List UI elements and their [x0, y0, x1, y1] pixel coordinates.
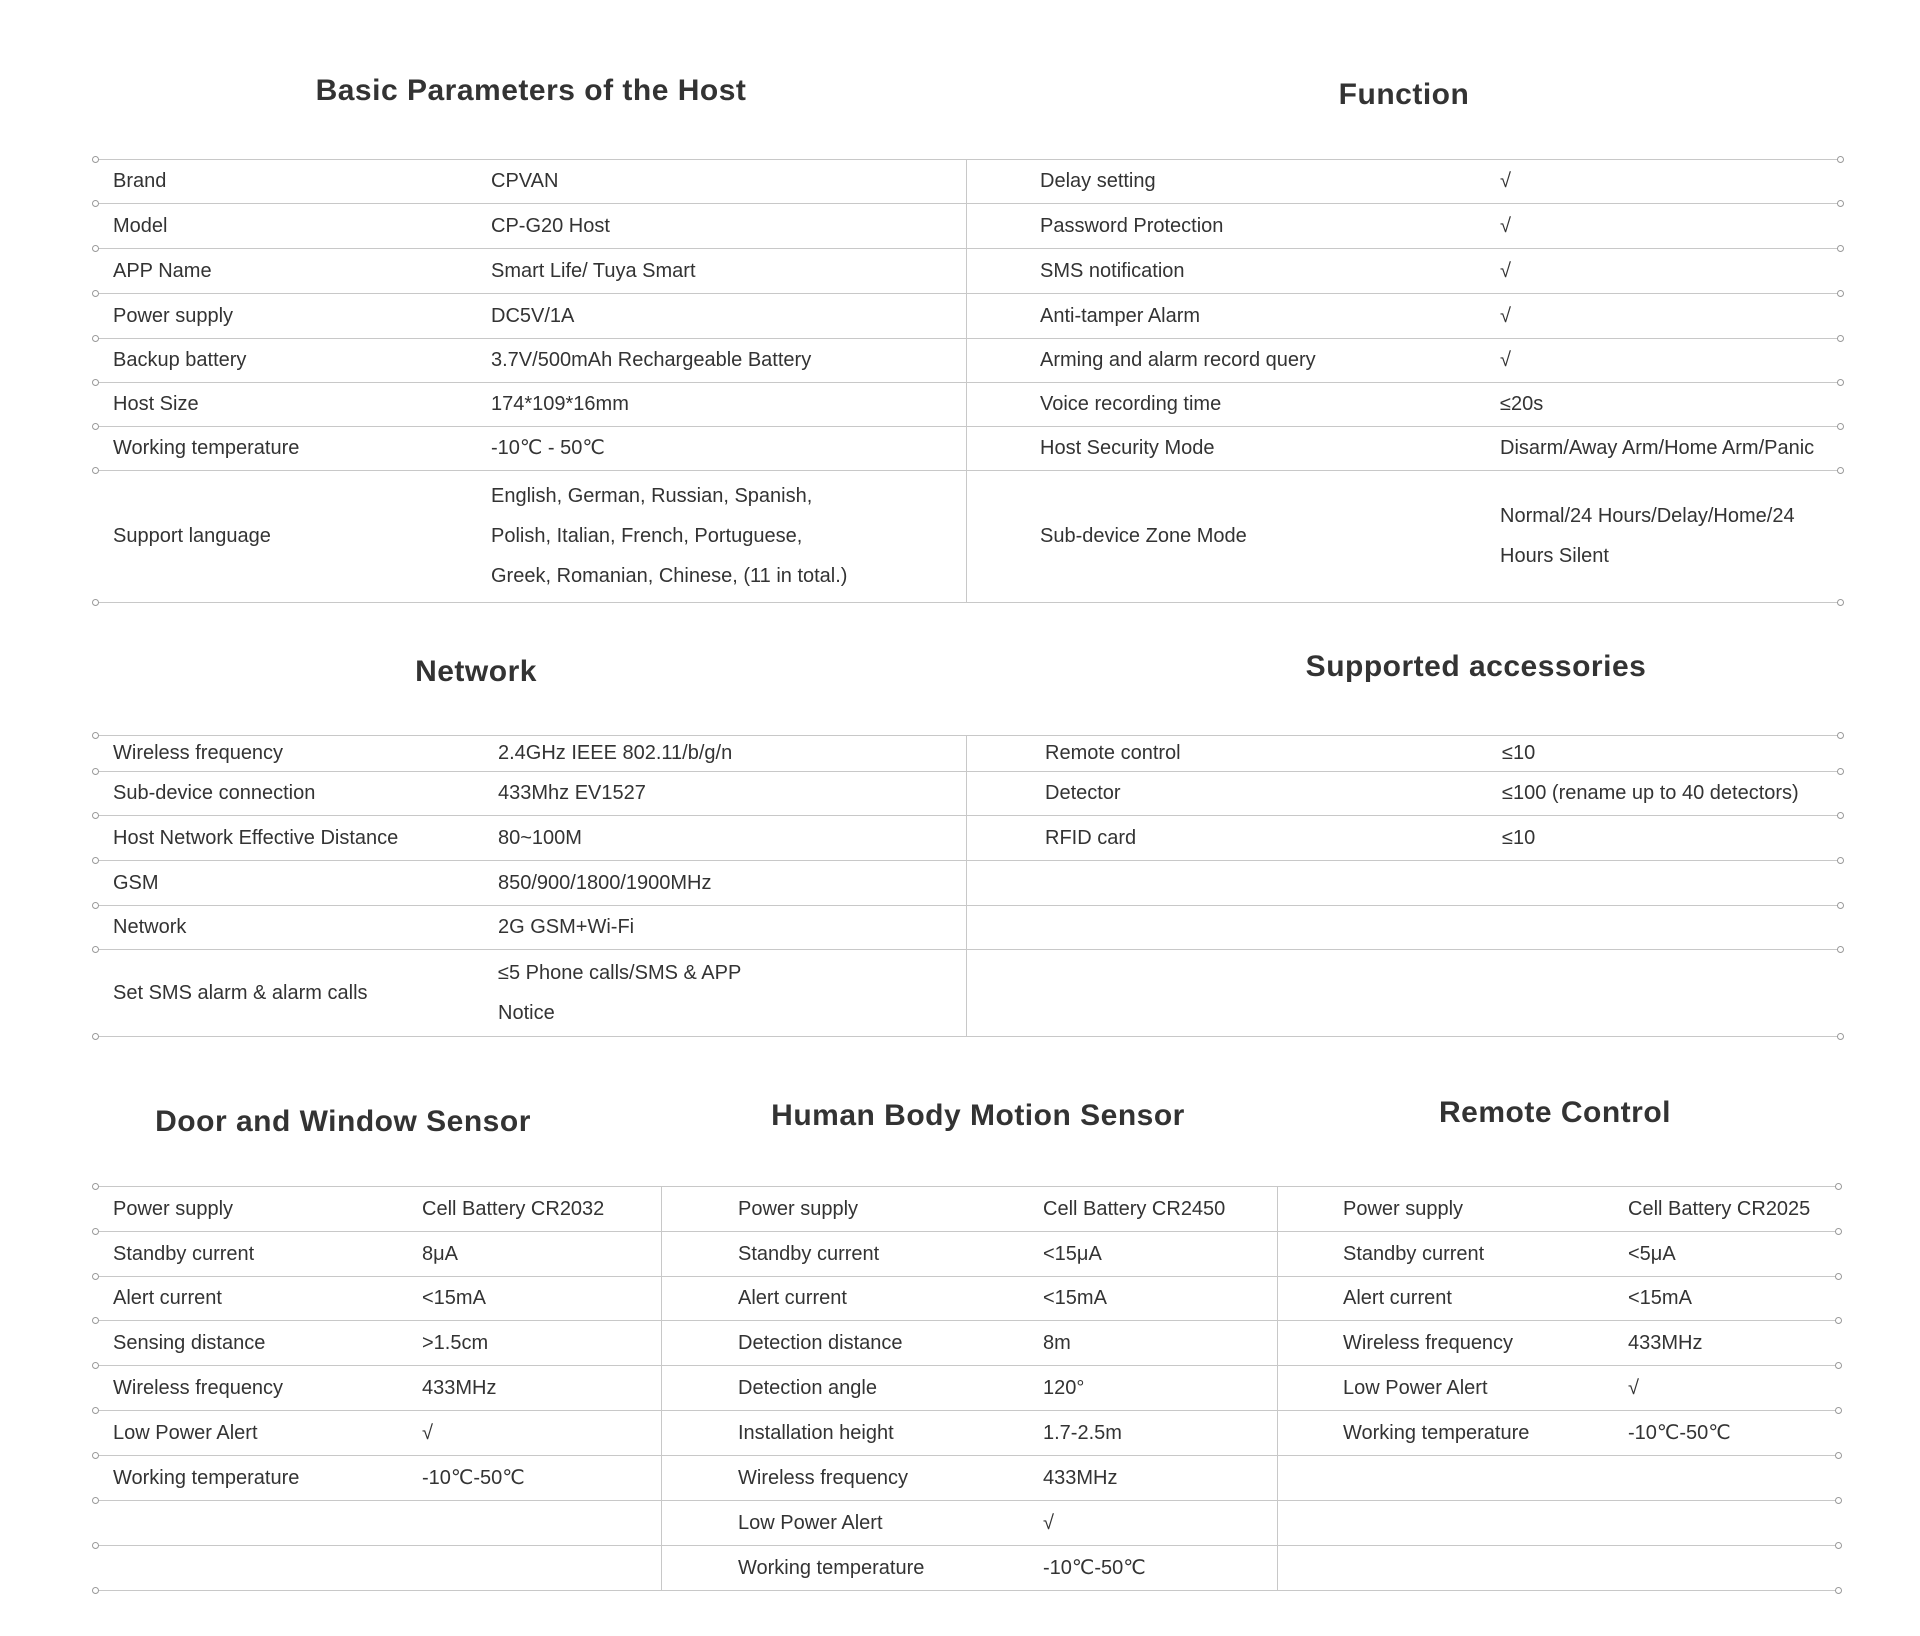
remote-row-label: Standby current — [1343, 1242, 1485, 1265]
divider-endpoint-dot — [92, 290, 99, 297]
function-row-value: √ — [1500, 349, 1511, 371]
motion-row-value: 433MHz — [1043, 1466, 1118, 1489]
host-row-label: Backup battery — [113, 349, 247, 371]
table-divider — [96, 815, 1840, 816]
door-row-value: -10℃-50℃ — [422, 1466, 525, 1489]
host-row-value: CP-G20 Host — [491, 214, 610, 237]
function-row-label: Voice recording time — [1040, 393, 1222, 415]
network-row-label: Set SMS alarm & alarm calls — [113, 981, 368, 1004]
table-divider — [96, 771, 1840, 772]
accessories-row-label: Remote control — [1045, 742, 1181, 764]
function-row-label: Password Protection — [1040, 214, 1224, 237]
accessories-row-label: RFID card — [1045, 826, 1137, 849]
divider-endpoint-dot — [92, 156, 99, 163]
divider-endpoint-dot — [92, 1362, 99, 1369]
remote-row-value: √ — [1628, 1376, 1639, 1399]
table-divider — [96, 1036, 1840, 1037]
table-divider — [96, 338, 1840, 339]
table-divider — [96, 1410, 1838, 1411]
motion-row-value: 120° — [1043, 1376, 1085, 1399]
divider-endpoint-dot — [92, 1228, 99, 1235]
table-divider — [96, 1276, 1838, 1277]
remote-title: Remote Control — [1439, 1096, 1671, 1129]
remote-row-label: Wireless frequency — [1343, 1331, 1514, 1354]
divider-endpoint-dot — [1835, 1587, 1842, 1594]
host-row-label: Host Size — [113, 393, 199, 415]
table-divider — [96, 949, 1840, 950]
motion-row-value: 8m — [1043, 1331, 1071, 1354]
remote-row-value: <5μA — [1628, 1242, 1676, 1265]
host-row-value: 174*109*16mm — [491, 393, 629, 415]
network-row-value: 80~100M — [498, 826, 582, 849]
divider-endpoint-dot — [92, 1497, 99, 1504]
motion-row-value: -10℃-50℃ — [1043, 1556, 1146, 1579]
host-title: Basic Parameters of the Host — [315, 74, 747, 107]
divider-endpoint-dot — [92, 335, 99, 342]
motion-row-label: Power supply — [738, 1197, 859, 1220]
host-row-value: DC5V/1A — [491, 304, 575, 327]
divider-endpoint-dot — [1837, 423, 1844, 430]
function-row-value: Normal/24 Hours/Delay/Home/24 — [1500, 505, 1795, 527]
table-divider — [96, 203, 1840, 204]
table-divider — [96, 602, 1840, 603]
door-row-label: Power supply — [113, 1197, 234, 1220]
motion-row-value: Cell Battery CR2450 — [1043, 1197, 1226, 1220]
host-row-label: Model — [113, 214, 168, 237]
function-row-label: Sub-device Zone Mode — [1040, 525, 1247, 547]
divider-endpoint-dot — [92, 812, 99, 819]
host-row-value: 3.7V/500mAh Rechargeable Battery — [491, 349, 812, 371]
accessories-row-value: ≤10 — [1502, 826, 1536, 849]
divider-endpoint-dot — [1837, 768, 1844, 775]
door-row-label: Standby current — [113, 1242, 255, 1265]
divider-endpoint-dot — [1835, 1273, 1842, 1280]
divider-endpoint-dot — [92, 1033, 99, 1040]
divider-endpoint-dot — [92, 902, 99, 909]
network-row-value: 2G GSM+Wi-Fi — [498, 916, 635, 938]
function-row-value: Hours Silent — [1500, 545, 1609, 567]
host-row-value: English, German, Russian, Spanish, — [491, 485, 813, 507]
divider-endpoint-dot — [1837, 902, 1844, 909]
divider-endpoint-dot — [92, 946, 99, 953]
table-divider — [96, 1365, 1838, 1366]
column-separator — [661, 1186, 662, 1590]
motion-row-label: Detection angle — [738, 1376, 877, 1399]
table-divider — [96, 1500, 1838, 1501]
function-row-value: √ — [1500, 304, 1511, 327]
function-row-value: √ — [1500, 259, 1511, 282]
host-row-label: Support language — [113, 525, 271, 547]
divider-endpoint-dot — [92, 732, 99, 739]
motion-row-label: Detection distance — [738, 1331, 903, 1354]
host-row-label: Power supply — [113, 304, 234, 327]
network-row-value: ≤5 Phone calls/SMS & APP — [498, 961, 742, 984]
network-row-label: Sub-device connection — [113, 782, 316, 804]
divider-endpoint-dot — [1835, 1452, 1842, 1459]
accessories-row-label: Detector — [1045, 782, 1121, 804]
column-separator — [966, 159, 967, 602]
door-row-value: >1.5cm — [422, 1331, 489, 1354]
divider-endpoint-dot — [1837, 946, 1844, 953]
function-row-label: Host Security Mode — [1040, 437, 1215, 459]
host-row-value: Greek, Romanian, Chinese, (11 in total.) — [491, 565, 848, 587]
motion-row-label: Standby current — [738, 1242, 880, 1265]
divider-endpoint-dot — [1837, 1033, 1844, 1040]
table-divider — [96, 293, 1840, 294]
divider-endpoint-dot — [1835, 1362, 1842, 1369]
divider-endpoint-dot — [1835, 1228, 1842, 1235]
table-divider — [96, 905, 1840, 906]
door-row-value: 433MHz — [422, 1376, 497, 1399]
host-row-value: Polish, Italian, French, Portuguese, — [491, 525, 803, 547]
motion-title: Human Body Motion Sensor — [771, 1099, 1185, 1132]
divider-endpoint-dot — [1837, 379, 1844, 386]
door-row-label: Wireless frequency — [113, 1376, 284, 1399]
divider-endpoint-dot — [1837, 732, 1844, 739]
network-row-value: 2.4GHz IEEE 802.11/b/g/n — [498, 742, 733, 764]
divider-endpoint-dot — [1837, 467, 1844, 474]
divider-endpoint-dot — [1837, 599, 1844, 606]
motion-row-label: Installation height — [738, 1421, 894, 1444]
divider-endpoint-dot — [92, 768, 99, 775]
divider-endpoint-dot — [92, 1542, 99, 1549]
function-row-label: SMS notification — [1040, 259, 1185, 282]
table-divider — [96, 1186, 1838, 1187]
motion-row-label: Low Power Alert — [738, 1511, 883, 1534]
column-separator — [1277, 1186, 1278, 1590]
network-title: Network — [415, 655, 537, 688]
function-row-value: √ — [1500, 214, 1511, 237]
network-row-value: Notice — [498, 1001, 555, 1024]
motion-row-value: <15μA — [1043, 1242, 1102, 1265]
remote-row-label: Alert current — [1343, 1287, 1452, 1309]
remote-row-value: 433MHz — [1628, 1331, 1703, 1354]
divider-endpoint-dot — [92, 423, 99, 430]
remote-row-value: Cell Battery CR2025 — [1628, 1197, 1811, 1220]
host-row-label: Working temperature — [113, 437, 300, 459]
motion-row-label: Alert current — [738, 1287, 847, 1309]
divider-endpoint-dot — [92, 379, 99, 386]
network-row-label: Wireless frequency — [113, 742, 284, 764]
table-divider — [96, 159, 1840, 160]
divider-endpoint-dot — [1837, 245, 1844, 252]
function-title: Function — [1338, 78, 1470, 111]
motion-row-label: Working temperature — [738, 1556, 925, 1579]
divider-endpoint-dot — [92, 467, 99, 474]
column-separator — [966, 735, 967, 1036]
remote-row-value: <15mA — [1628, 1287, 1692, 1309]
divider-endpoint-dot — [1835, 1407, 1842, 1414]
remote-row-label: Working temperature — [1343, 1421, 1530, 1444]
remote-row-value: -10℃-50℃ — [1628, 1421, 1731, 1444]
function-row-label: Anti-tamper Alarm — [1040, 304, 1201, 327]
door-row-label: Low Power Alert — [113, 1421, 258, 1444]
divider-endpoint-dot — [1835, 1497, 1842, 1504]
remote-row-label: Low Power Alert — [1343, 1376, 1488, 1399]
accessories-row-value: ≤100 (rename up to 40 detectors) — [1502, 782, 1799, 804]
host-row-label: Brand — [113, 170, 167, 192]
divider-endpoint-dot — [1837, 857, 1844, 864]
divider-endpoint-dot — [1835, 1183, 1842, 1190]
divider-endpoint-dot — [1837, 200, 1844, 207]
table-divider — [96, 1545, 1838, 1546]
host-row-value: -10℃ - 50℃ — [491, 437, 605, 459]
divider-endpoint-dot — [92, 1273, 99, 1280]
table-divider — [96, 382, 1840, 383]
table-divider — [96, 1590, 1838, 1591]
divider-endpoint-dot — [92, 1452, 99, 1459]
host-row-value: CPVAN — [491, 170, 559, 192]
divider-endpoint-dot — [1835, 1542, 1842, 1549]
function-row-label: Arming and alarm record query — [1040, 349, 1316, 371]
divider-endpoint-dot — [1835, 1317, 1842, 1324]
accessories-row-value: ≤10 — [1502, 742, 1536, 764]
function-row-value: Disarm/Away Arm/Home Arm/Panic — [1500, 437, 1815, 459]
accessories-title: Supported accessories — [1305, 650, 1647, 683]
network-row-value: 433Mhz EV1527 — [498, 782, 646, 804]
function-row-label: Delay setting — [1040, 170, 1156, 192]
host-row-label: APP Name — [113, 259, 212, 282]
table-divider — [96, 426, 1840, 427]
table-divider — [96, 1320, 1838, 1321]
table-divider — [96, 860, 1840, 861]
motion-row-value: √ — [1043, 1511, 1054, 1534]
table-divider — [96, 248, 1840, 249]
divider-endpoint-dot — [92, 1183, 99, 1190]
divider-endpoint-dot — [92, 245, 99, 252]
door-row-value: √ — [422, 1421, 433, 1444]
motion-row-label: Wireless frequency — [738, 1466, 909, 1489]
door-title: Door and Window Sensor — [155, 1105, 531, 1138]
network-row-label: Host Network Effective Distance — [113, 826, 399, 849]
divider-endpoint-dot — [92, 200, 99, 207]
function-row-value: ≤20s — [1500, 393, 1544, 415]
divider-endpoint-dot — [1837, 290, 1844, 297]
door-row-label: Working temperature — [113, 1466, 300, 1489]
motion-row-value: <15mA — [1043, 1287, 1107, 1309]
divider-endpoint-dot — [92, 857, 99, 864]
network-row-label: GSM — [113, 871, 159, 894]
table-divider — [96, 470, 1840, 471]
table-divider — [96, 1231, 1838, 1232]
door-row-value: <15mA — [422, 1287, 486, 1309]
door-row-label: Alert current — [113, 1287, 222, 1309]
divider-endpoint-dot — [1837, 156, 1844, 163]
host-row-value: Smart Life/ Tuya Smart — [491, 259, 696, 282]
table-divider — [96, 735, 1840, 736]
function-row-value: √ — [1500, 170, 1511, 192]
door-row-value: 8μA — [422, 1242, 458, 1265]
network-row-label: Network — [113, 916, 187, 938]
divider-endpoint-dot — [92, 1587, 99, 1594]
divider-endpoint-dot — [92, 1317, 99, 1324]
divider-endpoint-dot — [92, 599, 99, 606]
door-row-label: Sensing distance — [113, 1331, 266, 1354]
divider-endpoint-dot — [92, 1407, 99, 1414]
table-divider — [96, 1455, 1838, 1456]
network-row-value: 850/900/1800/1900MHz — [498, 871, 712, 894]
door-row-value: Cell Battery CR2032 — [422, 1197, 605, 1220]
divider-endpoint-dot — [1837, 812, 1844, 819]
remote-row-label: Power supply — [1343, 1197, 1464, 1220]
motion-row-value: 1.7-2.5m — [1043, 1421, 1122, 1444]
divider-endpoint-dot — [1837, 335, 1844, 342]
